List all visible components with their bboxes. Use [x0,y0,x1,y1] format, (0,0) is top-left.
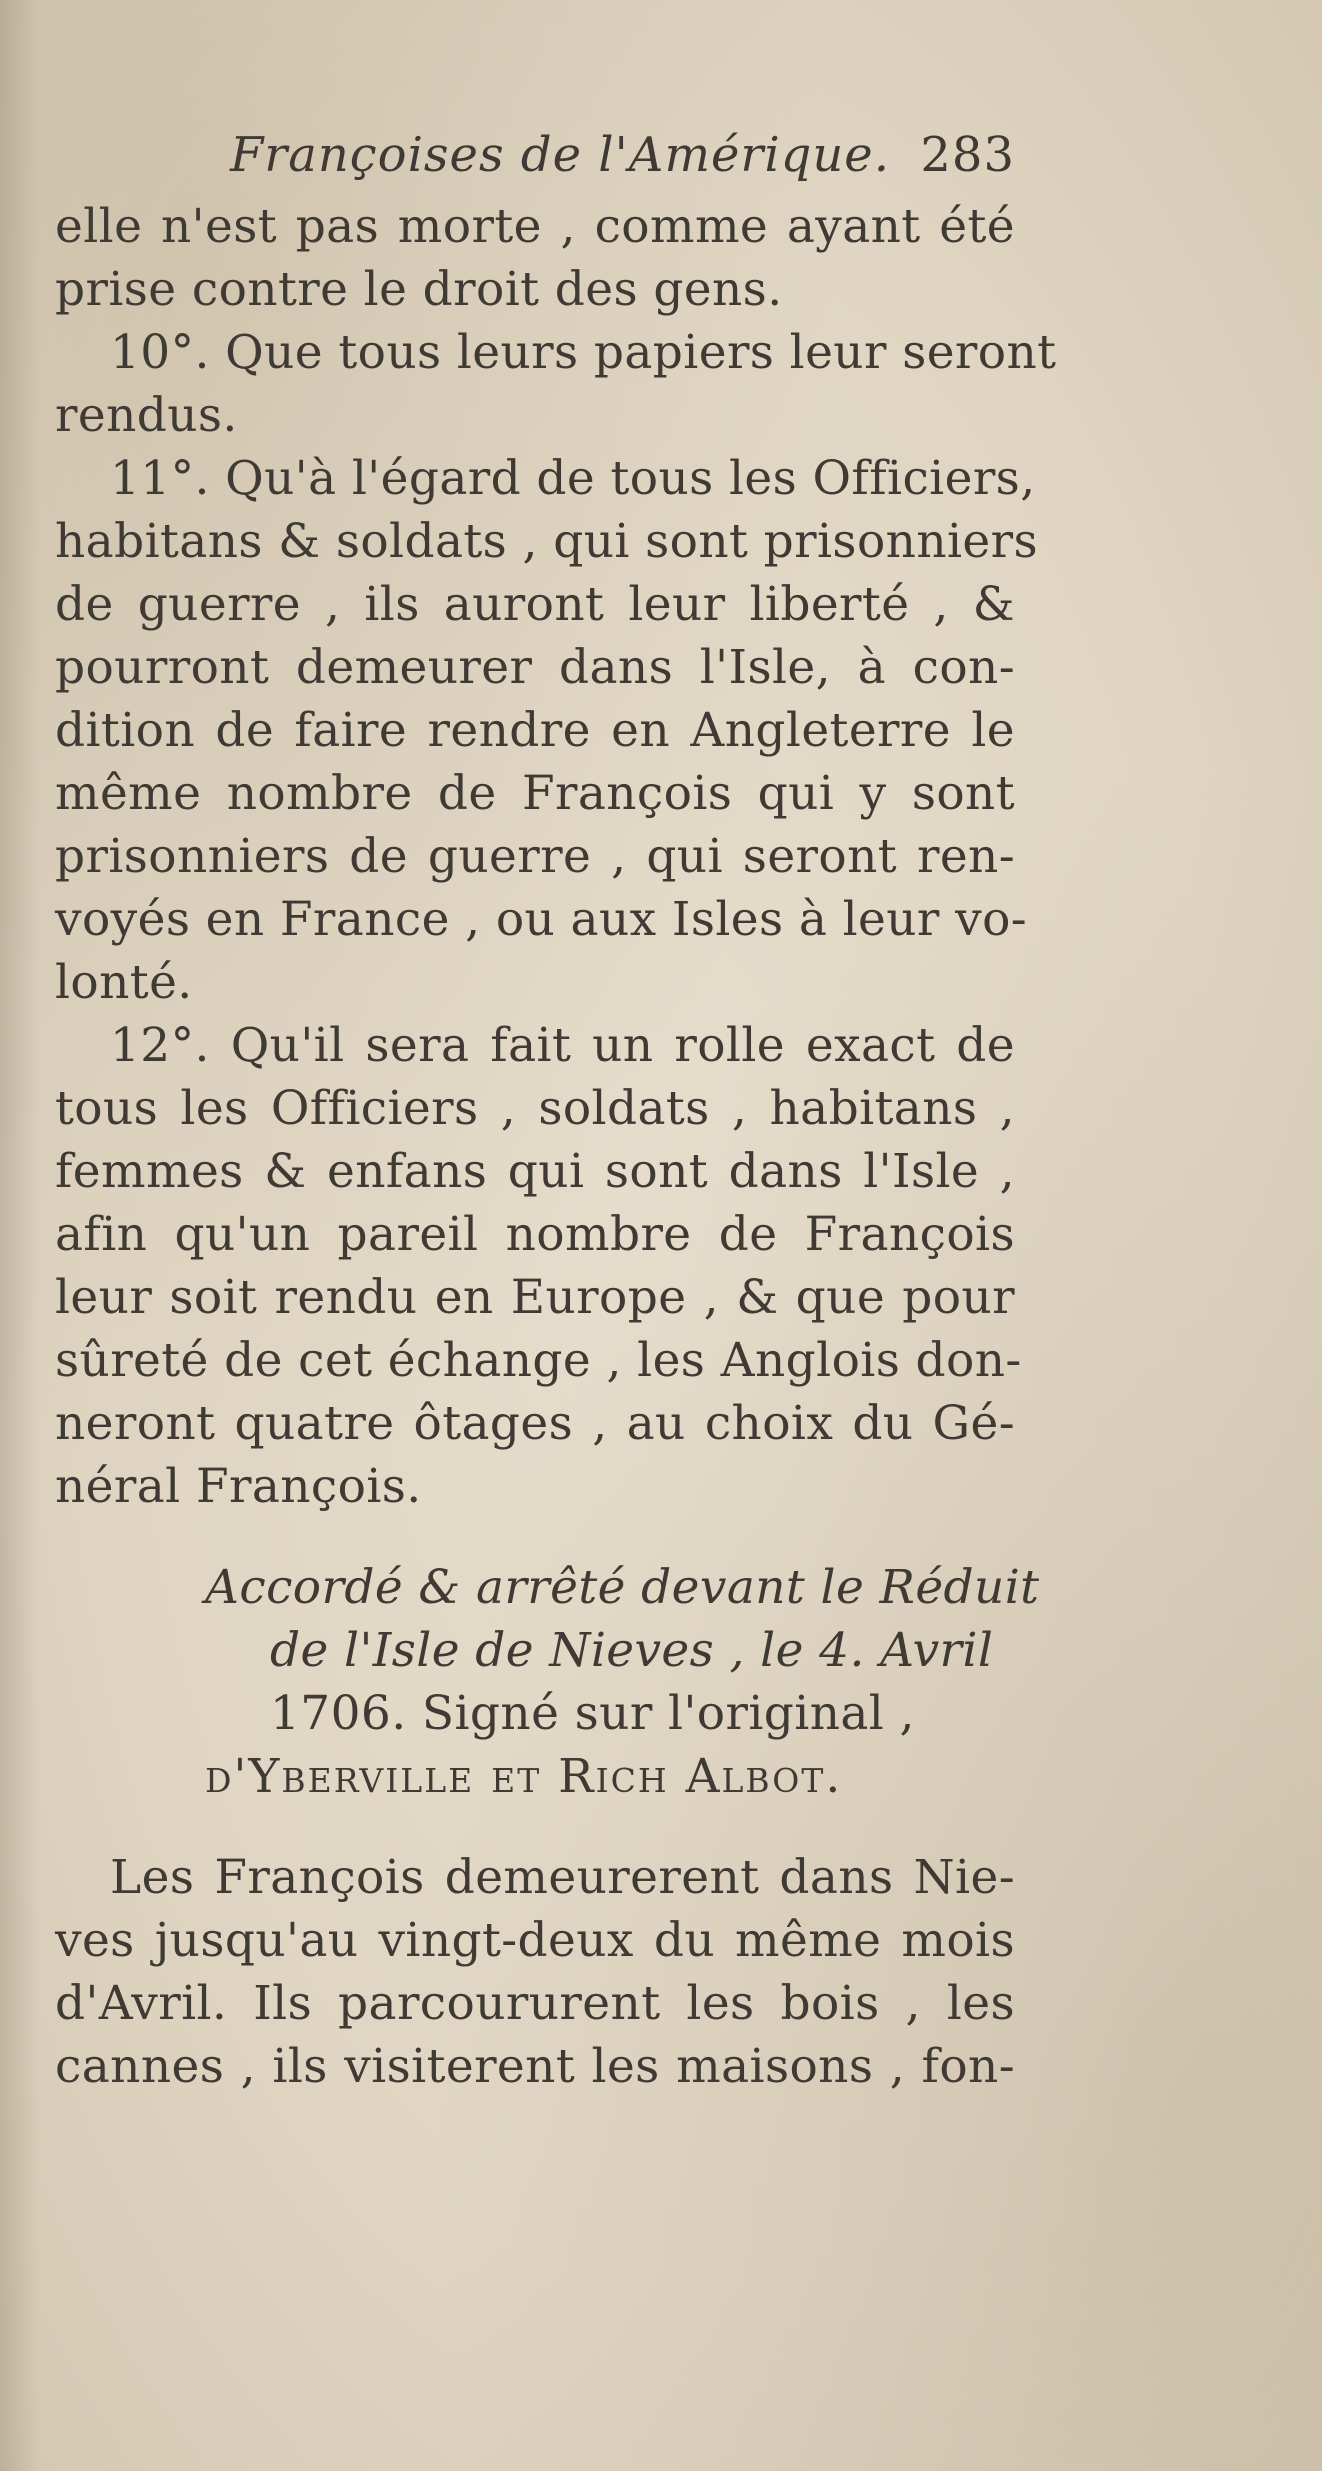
text-line: cannes , ils visiterent les maisons , fon- [55,2039,1015,2094]
text-line: tous les Officiers , soldats , habitans , [55,1081,1015,1136]
text-line: ves jusqu'au vingt-deux du même mois [55,1913,1015,1968]
signature-block [55,1556,1040,1808]
text-line: dition de faire rendre en Angleterre le [55,703,1015,758]
text-line: leur soit rendu en Europe , & que pour [55,1270,1015,1325]
text-line: elle n'est pas morte , comme ayant été [55,199,1015,254]
text-line: femmes & enfans qui sont dans l'Isle , [55,1144,1015,1199]
closing-paragraph [55,1846,1015,2098]
text-block [55,115,1057,2098]
text-line: néral François. [55,1459,422,1514]
page-number: 283 [920,127,1015,183]
signature-line: de l'Isle de Nieves , le 4. Avril [270,1623,994,1678]
page-edge-shadow [0,0,40,2471]
text-line: 11°. Qu'à l'égard de tous les Officiers, [110,451,1036,506]
running-head [55,115,1015,195]
text-line: 10°. Que tous leurs papiers leur seront [110,325,1057,380]
text-line: même nombre de François qui y sont [55,766,1015,821]
article-10-continued [55,195,1015,321]
text-line: habitans & soldats , qui sont prisonniers [55,514,1039,569]
text-line: rendus. [55,388,238,443]
text-line: afin qu'un pareil nombre de François [55,1207,1015,1262]
article-11 [55,447,1039,1014]
text-line: sûreté de cet échange , les Anglois don- [55,1333,1022,1388]
text-line: prise contre le droit des gens. [55,262,783,317]
text-line: d'Avril. Ils parcoururent les bois , les [55,1976,1015,2031]
text-line: neront quatre ôtages , au choix du Gé- [55,1396,1015,1451]
article-12 [55,1014,1022,1518]
text-line: 12°. Qu'il sera fait un rolle exact de [110,1018,1015,1073]
article-10 [55,321,1057,447]
signatories: d'Yberville et Rich Albot. [205,1749,843,1804]
running-title: Françoises de l'Amérique. [230,127,890,183]
text-line: voyés en France , ou aux Isles à leur vo- [55,892,1028,947]
signature-line: Accordé & arrêté devant le Réduit [205,1560,1040,1615]
text-line: pourront demeurer dans l'Isle, à con- [55,640,1015,695]
text-line: prisonniers de guerre , qui seront ren- [55,829,1015,884]
signature-line: 1706. Signé sur l'original , [270,1686,915,1741]
text-line: Les François demeurerent dans Nie- [110,1850,1015,1905]
text-line: lonté. [55,955,193,1010]
text-line: de guerre , ils auront leur liberté , & [55,577,1015,632]
